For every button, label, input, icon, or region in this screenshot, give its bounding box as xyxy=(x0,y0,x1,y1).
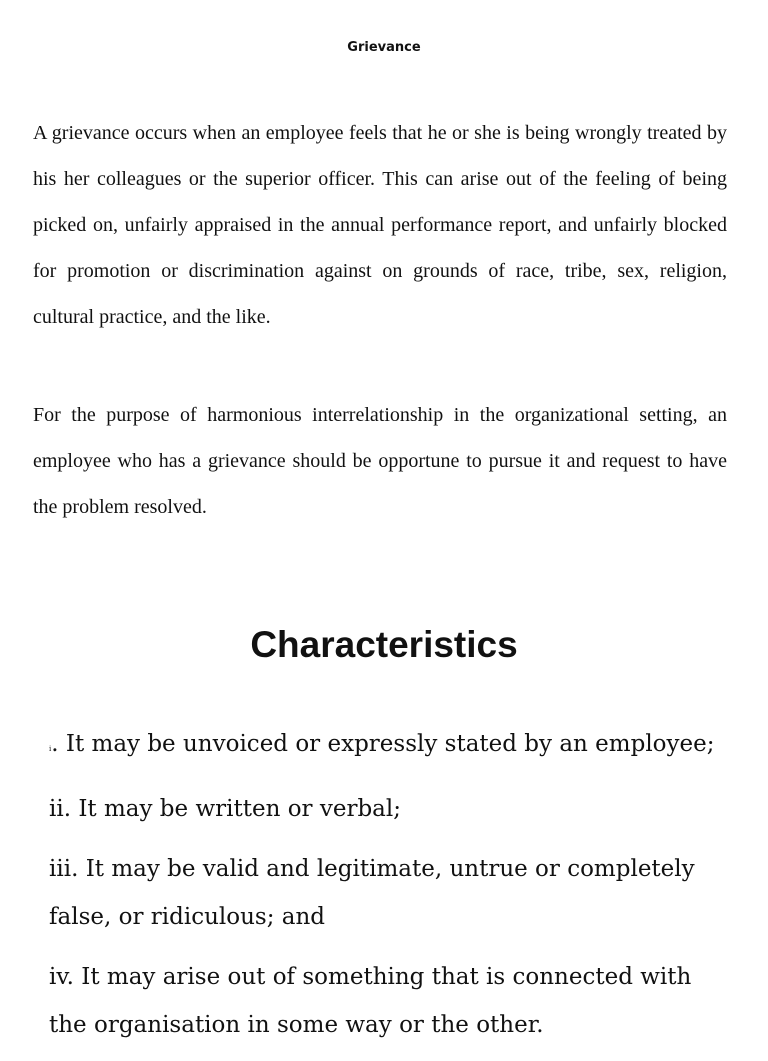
list-item xyxy=(49,953,729,1049)
list-item xyxy=(49,720,729,773)
list-item-text: . It may be unvoiced or expressly stated by an employee; xyxy=(51,731,715,757)
list-item-marker: i xyxy=(49,745,52,753)
paragraph-grievance-definition: A grievance occurs when an employee feels that he or she is being wrongly treated by his her colleagues or the superior officer. This can arise out of the feeling of being picked on, unfairly appraised in the annual performance report, and unfairly blocked for promotion or discrimination against on grounds of race, tribe, sex, religion, cultural practice, and the like. xyxy=(33,122,727,328)
section-heading-characteristics: Characteristics xyxy=(250,624,518,665)
paragraph-grievance-purpose: For the purpose of harmonious interrelationship in the organizational setting, an employee who has a grievance should be opportune to pursue it and request to have the problem resolved. xyxy=(33,404,727,518)
list-item xyxy=(49,845,729,941)
document-title: Grievance xyxy=(347,40,421,55)
list-item-text: ii. It may be written or verbal; xyxy=(49,796,401,822)
list-item xyxy=(49,785,729,833)
list-item-text: iv. It may arise out of something that is connected with the organisation in some way or the other. xyxy=(49,964,692,1038)
list-item-text: iii. It may be valid and legitimate, untrue or completely false, or ridiculous; and xyxy=(49,856,695,930)
characteristics-list xyxy=(49,720,729,1061)
